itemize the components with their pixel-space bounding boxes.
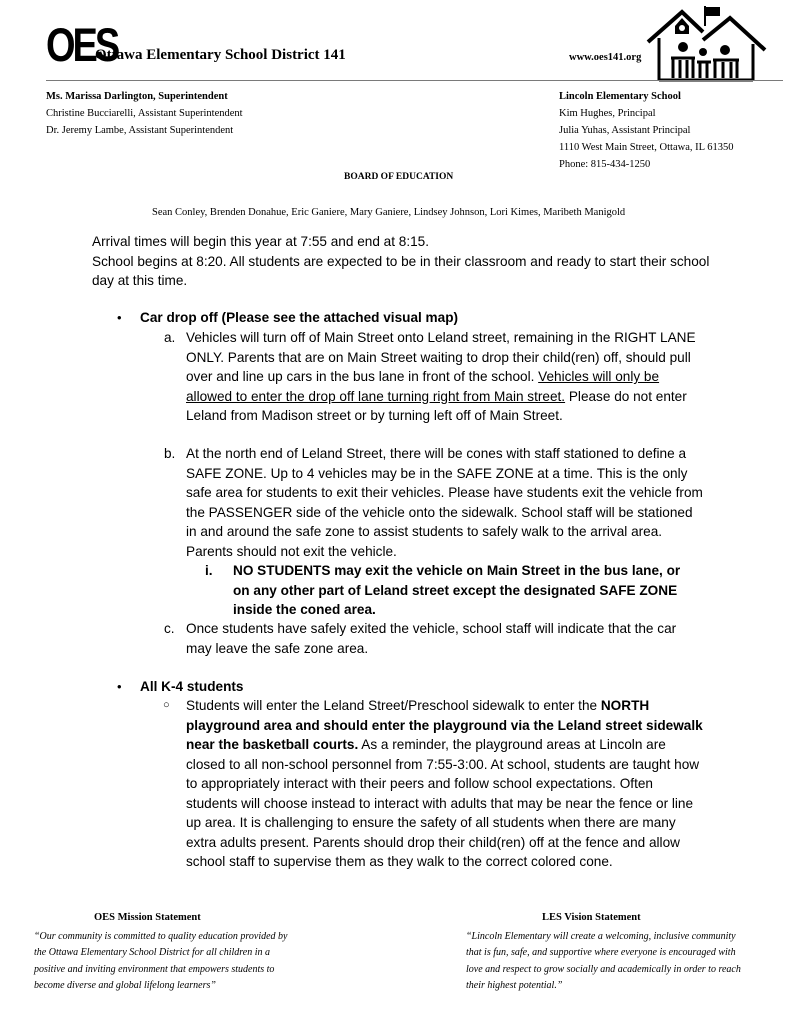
item-c-marker: c. [164, 621, 175, 636]
board-members: Sean Conley, Brenden Donahue, Eric Ganiere, Mary Ganiere, Lindsey Johnson, Lori Kimes, Maribeth Manigold [152, 207, 626, 218]
item-i-text: NO STUDENTS may exit the vehicle on Main Street in the bus lane, or on any other part of Leland street except the designated SAFE ZONE inside the coned area. [233, 563, 681, 617]
principal: Kim Hughes, Principal [559, 108, 656, 119]
k4-sub-marker: ○ [163, 699, 170, 711]
oes-logo: OES [46, 19, 118, 72]
district-administration [46, 88, 243, 139]
item-b-marker: b. [164, 446, 176, 461]
k4-text [186, 696, 704, 872]
k4-heading: All K-4 students [140, 679, 244, 694]
school-start: School begins at 8:20. All students are expected to be in their classroom and ready to start their school day at this time. [92, 253, 710, 288]
item-b-text: At the north end of Leland Street, there will be cones with staff stationed to define a SAFE ZONE. Up to 4 vehicles may be in the SAFE ZONE at a time. This is the only safe area for students to exit their vehicles. Please have students exit the vehicle from the PASSENGER side of the vehicle onto the sidewalk. School staff will be stationed in and around the safe zone to assist students to safely walk to the arrival area. Parents should not exit the vehicle. [186, 446, 703, 559]
board-title: BOARD OF EDUCATION [344, 172, 454, 182]
item-i-marker: i. [205, 563, 213, 578]
school-name: Lincoln Elementary School [559, 91, 681, 102]
assistant-superintendent-2: Dr. Jeremy Lambe, Assistant Superintendent [46, 125, 234, 136]
assistant-superintendent-1: Christine Bucciarelli, Assistant Superintendent [46, 108, 243, 119]
school-house-icon [645, 4, 767, 82]
school-phone: Phone: 815-434-1250 [559, 159, 651, 170]
item-a-text-part2: Please do not enter Leland from Madison street or by turning left off of Main Street. [186, 388, 687, 423]
bullet-car-dropoff: • [117, 310, 122, 325]
item-a-text-part1: Vehicles will turn off of Main Street onto Leland street, remaining in the RIGHT LANE ONLY. Parents that are on Main Street waiting to drop their child(ren) off, should pull over and line up cars in the bus lane in front of the school. [186, 330, 696, 384]
school-administration [559, 88, 734, 173]
bullet-k4: • [117, 679, 122, 694]
district-name: Ottawa Elementary School District 141 [95, 47, 346, 63]
assistant-principal: Julia Yuhas, Assistant Principal [559, 125, 691, 136]
k4-text-part1: Students will enter the Leland Street/Preschool sidewalk to enter the [186, 698, 601, 713]
letterhead [0, 0, 791, 84]
item-a-text [186, 328, 704, 426]
car-dropoff-heading: Car drop off (Please see the attached visual map) [140, 310, 459, 325]
vision-text: “Lincoln Elementary will create a welcoming, inclusive community that is fun, safe, and supportive where everyone is encouraged with love and respect to grow socially and academically in order to reach their highest potential.” [466, 931, 741, 992]
website-link[interactable]: www.oes141.org [569, 52, 642, 63]
school-address: 1110 West Main Street, Ottawa, IL 61350 [559, 142, 734, 153]
arrival-intro [92, 232, 722, 291]
header-divider [46, 80, 783, 81]
vision-title: LES Vision Statement [542, 912, 641, 923]
item-a-marker: a. [164, 330, 176, 345]
mission-title: OES Mission Statement [94, 912, 201, 923]
item-a-underlined-rule: Vehicles will only be allowed to enter the drop off lane turning right from Main street. [186, 369, 660, 404]
k4-bold-instruction: NORTH playground area and should enter the playground via the Leland street sidewalk near the basketball courts. [186, 698, 703, 752]
k4-text-part2: As a reminder, the playground areas at Lincoln are closed to all non-school personnel from 7:55-3:00. At school, students are taught how to appropriately interact with their peers and follow school expectations. Often students will choose instead to interact with adults that may be near the fence or line up area. It is challenging to ensure the safety of all students when there are many extra adults present. Parents should drop their child(ren) off at the fence and allow school staff to supervise them as they walk to the correct colored cone. [186, 737, 700, 869]
mission-text: “Our community is committed to quality education provided by the Ottawa Elementary School District for all children in a positive and inviting environment that empowers students to become diverse and global lifelong learners” [34, 931, 288, 992]
arrival-times: Arrival times will begin this year at 7:55 and end at 8:15. [92, 234, 430, 249]
superintendent: Ms. Marissa Darlington, Superintendent [46, 91, 228, 102]
item-c-text: Once students have safely exited the vehicle, school staff will indicate that the car may leave the safe zone area. [186, 621, 677, 656]
